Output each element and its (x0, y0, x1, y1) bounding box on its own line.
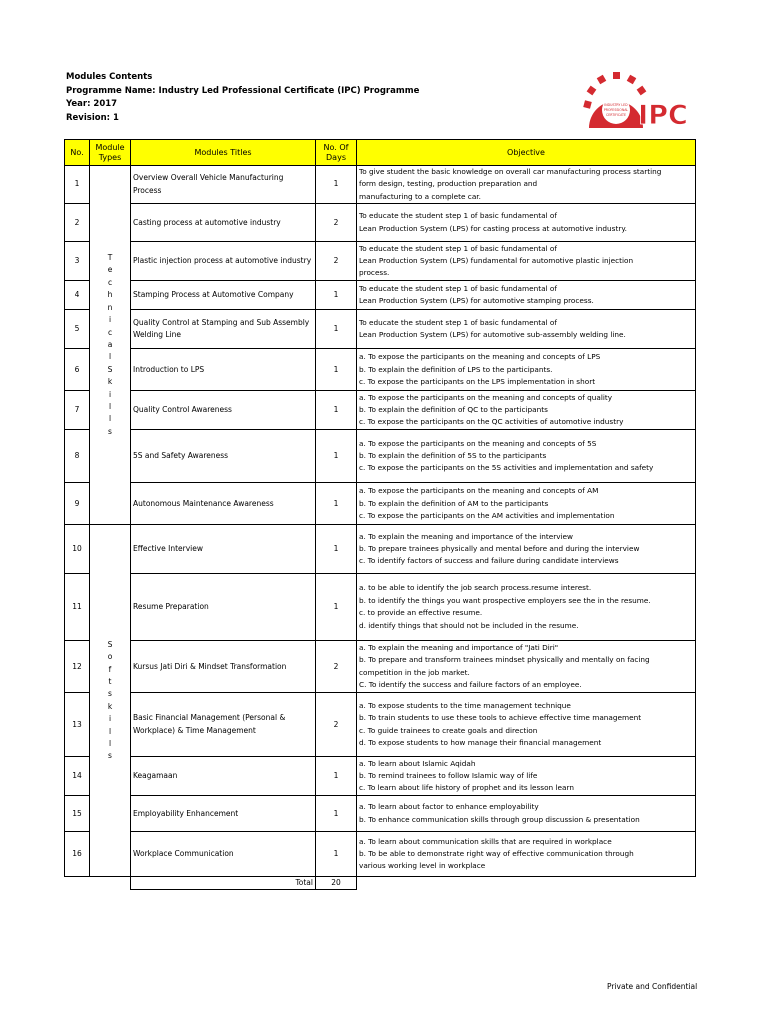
header-revision: Revision: 1 (66, 113, 119, 124)
module-title: Autonomous Maintenance Awareness (131, 483, 316, 525)
objective-line: form design, testing, production preparation and (359, 179, 538, 189)
module-title: Casting process at automotive industry (131, 204, 316, 242)
objective-line: To educate the student step 1 of basic fundamental of (359, 243, 557, 253)
logo-text: IPC (638, 100, 688, 130)
objective-line: a. To explain the meaning and importance of "Jati Diri" (359, 642, 559, 652)
table-row (65, 757, 696, 796)
module-objective (357, 693, 696, 757)
col-header-type: Module Types (90, 140, 131, 166)
objective-line: b. To train students to use these tools to achieve effective time management (359, 713, 642, 723)
module-title: Overview Overall Vehicle Manufacturing Process (131, 166, 316, 204)
objective-line: process. (359, 268, 390, 278)
logo-caption: INDUSTRY LED (604, 103, 628, 107)
objective-line: a. To expose the participants on the meaning and concepts of LPS (359, 352, 601, 362)
module-objective (357, 757, 696, 796)
module-days: 1 (316, 832, 357, 877)
table-header-row (65, 140, 696, 166)
module-title: Effective Interview (131, 525, 316, 574)
module-days: 1 (316, 525, 357, 574)
table-body (65, 166, 696, 890)
objective-line: b. To remind trainees to follow Islamic way of life (359, 771, 538, 781)
objective-line: a. To explain the meaning and importance of the interview (359, 531, 573, 541)
module-type-technical: T e c h n i c a l S k i l l s (90, 166, 131, 525)
objective-line: To give student the basic knowledge on overall car manufacturing process starting (359, 167, 662, 176)
row-number: 2 (65, 204, 90, 242)
module-title: Kursus Jati Diri & Mindset Transformation (131, 641, 316, 693)
table-row (65, 832, 696, 877)
row-number: 14 (65, 757, 90, 796)
module-objective (357, 574, 696, 641)
objective-line: Lean Production System (LPS) for casting process at automotive industry. (359, 223, 627, 233)
row-number: 5 (65, 310, 90, 349)
module-title: Basic Financial Management (Personal & Workplace) & Time Management (131, 693, 316, 757)
module-objective (357, 641, 696, 693)
objective-line: c. To identify factors of success and failure during candidate interviews (359, 556, 619, 566)
objective-line: Lean Production System (LPS) for automotive sub-assembly welding line. (359, 330, 626, 340)
module-days: 2 (316, 204, 357, 242)
objective-line: To educate the student step 1 of basic fundamental of (359, 317, 557, 327)
row-number: 6 (65, 349, 90, 391)
table-row (65, 242, 696, 281)
header-programme: Programme Name: Industry Led Professional Certificate (IPC) Programme (66, 85, 420, 96)
row-number: 8 (65, 430, 90, 483)
col-header-objective: Objective (357, 140, 696, 166)
objective-line: a. To expose the participants on the meaning and concepts of 5S (359, 438, 597, 448)
table-row (65, 281, 696, 310)
table-row (65, 310, 696, 349)
table-row (65, 574, 696, 641)
objective-line: competition in the job market. (359, 667, 470, 677)
table-row (65, 391, 696, 430)
objective-line: a. To expose students to the time management technique (359, 700, 571, 710)
row-number: 10 (65, 525, 90, 574)
objective-line: c. To expose the participants on the QC activities of automotive industry (359, 417, 624, 427)
objective-line: c. to provide an effective resume. (359, 608, 483, 618)
module-title: Quality Control at Stamping and Sub Assembly Welding Line (131, 310, 316, 349)
row-number: 1 (65, 166, 90, 204)
objective-line: b. To explain the definition of 5S to the participants (359, 451, 547, 461)
module-title: Quality Control Awareness (131, 391, 316, 430)
module-objective (357, 430, 696, 483)
objective-line: b. To prepare and transform trainees mindset physically and mentally on facing (359, 655, 650, 665)
module-objective (357, 204, 696, 242)
objective-line: To educate the student step 1 of basic fundamental of (359, 283, 557, 293)
objective-line: Lean Production System (LPS) for automotive stamping process. (359, 296, 594, 306)
table-row (65, 430, 696, 483)
module-days: 1 (316, 310, 357, 349)
objective-line: b. To explain the definition of LPS to the participants. (359, 364, 553, 374)
table-row (65, 796, 696, 832)
module-days: 1 (316, 349, 357, 391)
header-title: Modules Contents (66, 72, 153, 82)
module-objective (357, 391, 696, 430)
row-number: 3 (65, 242, 90, 281)
module-objective (357, 525, 696, 574)
module-days: 1 (316, 166, 357, 204)
objective-line: d. To expose students to how manage their financial management (359, 738, 602, 748)
objective-line: Lean Production System (LPS) fundamental for automotive plastic injection (359, 256, 634, 266)
module-days: 1 (316, 391, 357, 430)
objective-line: b. To enhance communication skills through group discussion & presentation (359, 814, 640, 824)
module-days: 1 (316, 796, 357, 832)
table-row (65, 204, 696, 242)
module-objective (357, 832, 696, 877)
svg-text:CERTIFICATE: CERTIFICATE (605, 113, 627, 117)
modules-table (64, 139, 696, 890)
header-year: Year: 2017 (66, 99, 118, 110)
row-number: 13 (65, 693, 90, 757)
module-title: Workplace Communication (131, 832, 316, 877)
total-label: Total (131, 877, 316, 890)
objective-line: a. To learn about factor to enhance employability (359, 802, 539, 812)
objective-line: c. To guide trainees to create goals and direction (359, 725, 538, 735)
module-objective (357, 242, 696, 281)
module-days: 1 (316, 483, 357, 525)
row-number: 16 (65, 832, 90, 877)
module-objective (357, 796, 696, 832)
table-row (65, 483, 696, 525)
module-days: 1 (316, 430, 357, 483)
objective-line: c. To expose the participants on the AM activities and implementation (359, 510, 615, 520)
row-number: 4 (65, 281, 90, 310)
objective-line: b. To explain the definition of AM to the participants (359, 498, 549, 508)
col-header-no: No. (65, 140, 90, 166)
svg-text:PROFESSIONAL: PROFESSIONAL (603, 108, 629, 112)
module-title: Stamping Process at Automotive Company (131, 281, 316, 310)
objective-line: various working level in workplace (359, 861, 486, 871)
row-number: 11 (65, 574, 90, 641)
module-days: 1 (316, 281, 357, 310)
row-number: 7 (65, 391, 90, 430)
module-objective (357, 281, 696, 310)
objective-line: a. To learn about communication skills that are required in workplace (359, 836, 612, 846)
module-days: 2 (316, 641, 357, 693)
module-title: Plastic injection process at automotive industry (131, 242, 316, 281)
module-title: Keagamaan (131, 757, 316, 796)
table-row (65, 641, 696, 693)
objective-line: b. To prepare trainees physically and mental before and during the interview (359, 544, 640, 554)
total-days: 20 (316, 877, 357, 890)
footer-confidential: Private and Confidential (607, 982, 698, 991)
objective-line: C. To identify the success and failure factors of an employee. (359, 680, 582, 690)
objective-line: d. identify things that should not be included in the resume. (359, 620, 579, 630)
module-objective (357, 483, 696, 525)
objective-line: c. To expose the participants on the LPS implementation in short (359, 376, 596, 386)
row-number: 12 (65, 641, 90, 693)
table-row (65, 525, 696, 574)
ipc-logo (583, 70, 691, 130)
objective-line: c. To learn about life history of prophet and its lesson learn (359, 783, 574, 793)
objective-line: a. To expose the participants on the meaning and concepts of AM (359, 486, 599, 496)
objective-line: b. To explain the definition of QC to the participants (359, 405, 548, 415)
module-objective (357, 166, 696, 204)
col-header-days: No. Of Days (316, 140, 357, 166)
table-row (65, 166, 696, 204)
module-days: 2 (316, 242, 357, 281)
document-header (66, 71, 419, 126)
module-title: Introduction to LPS (131, 349, 316, 391)
row-number: 15 (65, 796, 90, 832)
objective-line: manufacturing to a complete car. (359, 191, 481, 201)
total-row (65, 877, 696, 890)
module-objective (357, 349, 696, 391)
module-title: 5S and Safety Awareness (131, 430, 316, 483)
module-type-soft: S o f t s k i l l s (90, 525, 131, 877)
objective-line: To educate the student step 1 of basic fundamental of (359, 211, 557, 221)
col-header-title: Modules Titles (131, 140, 316, 166)
objective-line: c. To expose the participants on the 5S activities and implementation and safety (359, 463, 654, 473)
objective-line: b. To be able to demonstrate right way of effective communication through (359, 849, 634, 859)
module-days: 1 (316, 757, 357, 796)
module-objective (357, 310, 696, 349)
table-row (65, 349, 696, 391)
module-title: Resume Preparation (131, 574, 316, 641)
objective-line: a. To learn about Islamic Aqidah (359, 758, 476, 768)
objective-line: b. to identify the things you want prospective employers see the in the resume. (359, 595, 651, 605)
objective-line: a. To expose the participants on the meaning and concepts of quality (359, 392, 613, 402)
table-row (65, 693, 696, 757)
module-days: 1 (316, 574, 357, 641)
row-number: 9 (65, 483, 90, 525)
module-title: Employability Enhancement (131, 796, 316, 832)
module-days: 2 (316, 693, 357, 757)
objective-line: a. to be able to identify the job search process.resume interest. (359, 583, 592, 593)
